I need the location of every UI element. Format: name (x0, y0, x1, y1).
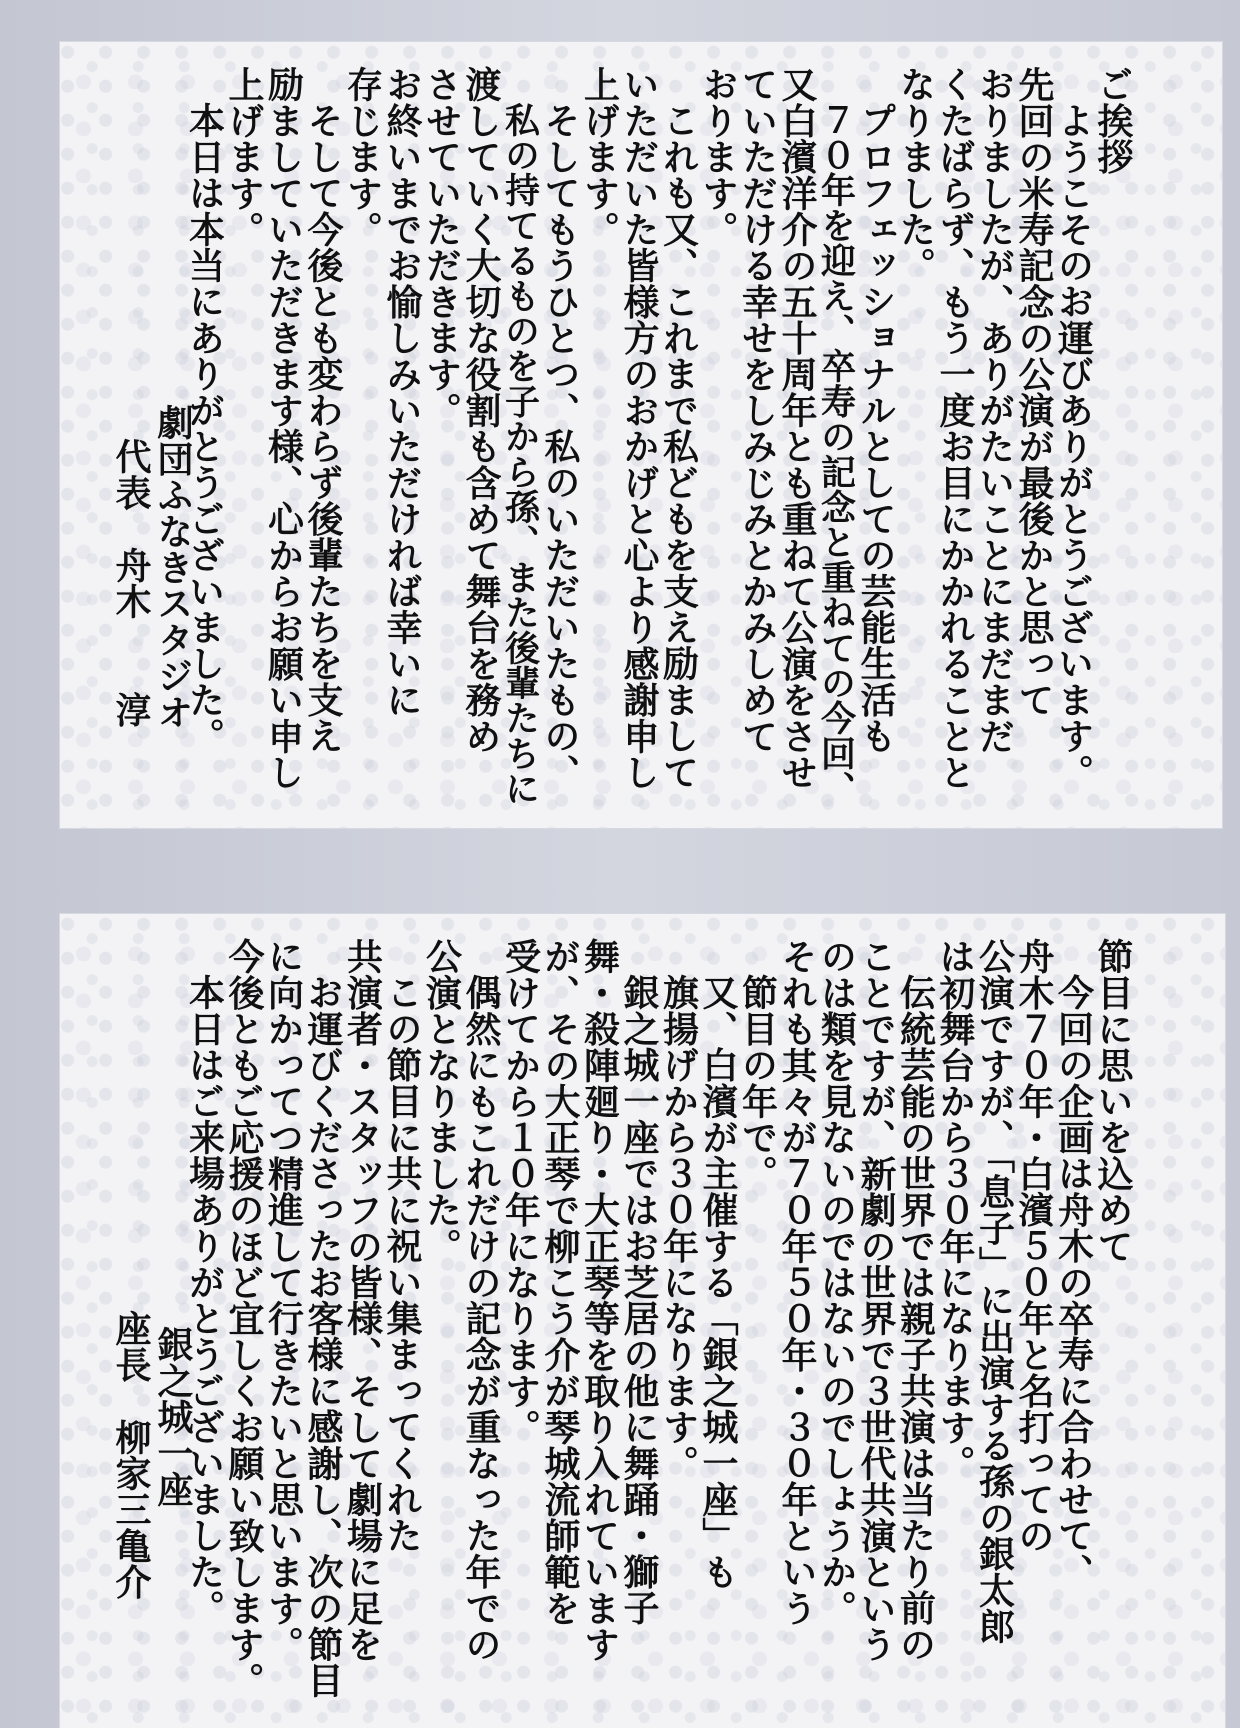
milestone-line: 舟木７０年・白濱５０年と名打っての (1013, 938, 1054, 1554)
greeting-line: ようこそのお運びありがとうございます。 (1052, 102, 1094, 790)
greeting-rep: 代表 舟木 淳 (110, 438, 151, 728)
milestone-line: 銀之城一座ではお芝居の他に舞踊・獅子 (618, 974, 659, 1626)
milestone-line: 今回の企画は舟木の卒寿に合わせて、 (1052, 974, 1094, 1590)
milestone-line: この節目に共に祝い集まってくれた (381, 974, 422, 1554)
greeting-line: 本日は本当にありがとうございました。 (183, 102, 225, 754)
greeting-line: お終いまでお愉しみいただければ幸いに (381, 66, 422, 718)
milestone-title: 節目に思いを込めて (1092, 938, 1133, 1264)
greeting-line: いただいた皆様方のおかげと心より感謝申し (618, 66, 659, 790)
milestone-line: ことですが、新劇の世界で３世代共演という (855, 938, 896, 1662)
milestone-line: 今後ともご応援のほど宜しくお願い致します。 (223, 938, 264, 1699)
milestone-org: 銀之城一座 (152, 1326, 193, 1507)
milestone-line: 又、白濱が主催する「銀之城一座」も (697, 974, 738, 1590)
greeting-line: 存じます。 (341, 66, 383, 247)
greeting-line: 先回の米寿記念の公演が最後かと思って (1013, 66, 1054, 718)
milestone-line: が、その大正琴で柳こう介が琴城流師範を (539, 938, 580, 1626)
greeting-line: 私の持てるものを子から孫、また後輩たちに (499, 102, 540, 806)
milestone-line: 節目の年で。 (736, 974, 778, 1192)
milestone-line: 舞・殺陣廻り・大正琴等を取り入れています (578, 938, 620, 1662)
milestone-line: 公演ですが、「息子」に出演する孫の銀太郎 (973, 938, 1015, 1644)
greeting-line: 励ましていただきます様、心からお願い申し (262, 66, 304, 790)
milestone-line: 公演となりました。 (420, 938, 462, 1264)
greeting-line: そして今後とも変わらず後輩たちを支え (302, 102, 343, 754)
greeting-line: ７０年を迎え、卒寿の記念と重ねての今回、 (815, 102, 856, 806)
greeting-line: 渡していく大切な役割も含めて舞台を務め (460, 66, 501, 754)
greeting-line: そしてもうひとつ、私のいただいたもの、 (539, 102, 580, 790)
milestone-line: 伝統芸能の世界では親子共演は当たり前の (894, 974, 936, 1662)
milestone-line: 共演者・スタッフの皆様、そして劇場に足を (341, 938, 383, 1662)
greeting-line: なりました。 (894, 66, 936, 284)
greeting-line: くたばらず、もう一度お目にかかれることと (934, 66, 975, 790)
greeting-line: これも又、これまで私どもを支え励まして (657, 102, 699, 790)
greeting-line: 上げます。 (578, 66, 620, 247)
milestone-line: に向かってつ精進して行きたいと思います。 (262, 938, 304, 1662)
greeting-line: おります。 (697, 66, 738, 247)
greeting-line: ていただける幸せをしみじみとかみしめて (736, 66, 778, 754)
greeting-line: おりましたが、ありがたいことにまだまだ (973, 66, 1015, 754)
milestone-line: 旗揚げから３０年になります。 (657, 974, 699, 1481)
greeting-line: させていただきます。 (420, 66, 462, 428)
greeting-line: 又白濱洋介の五十周年とも重ねて公演をさせ (776, 66, 817, 790)
milestone-line: は初舞台から３０年になります。 (934, 938, 975, 1481)
milestone-line: 偶然にもこれだけの記念が重なった年での (460, 974, 501, 1662)
milestone-line: 本日はご来場ありがとうございました。 (183, 974, 225, 1626)
milestone-line: 受けてから１０年になります。 (499, 938, 541, 1445)
milestone-line: お運びくださったお客様に感謝し、次の節目 (302, 974, 343, 1698)
greeting-org: 劇団ふなきスタジオ (152, 404, 193, 730)
milestone-rep: 座長 柳家三亀介 (110, 1310, 151, 1600)
greeting-line: プロフェッショナルとしての芸能生活も (855, 102, 896, 754)
greeting-line: 上げます。 (223, 66, 264, 247)
greeting-title: ご挨拶 (1092, 66, 1133, 175)
milestone-line: それも其々が７０年５０年・３０年という (776, 938, 817, 1626)
milestone-line: のは類を見ないのではないのでしょうか。 (815, 938, 857, 1626)
